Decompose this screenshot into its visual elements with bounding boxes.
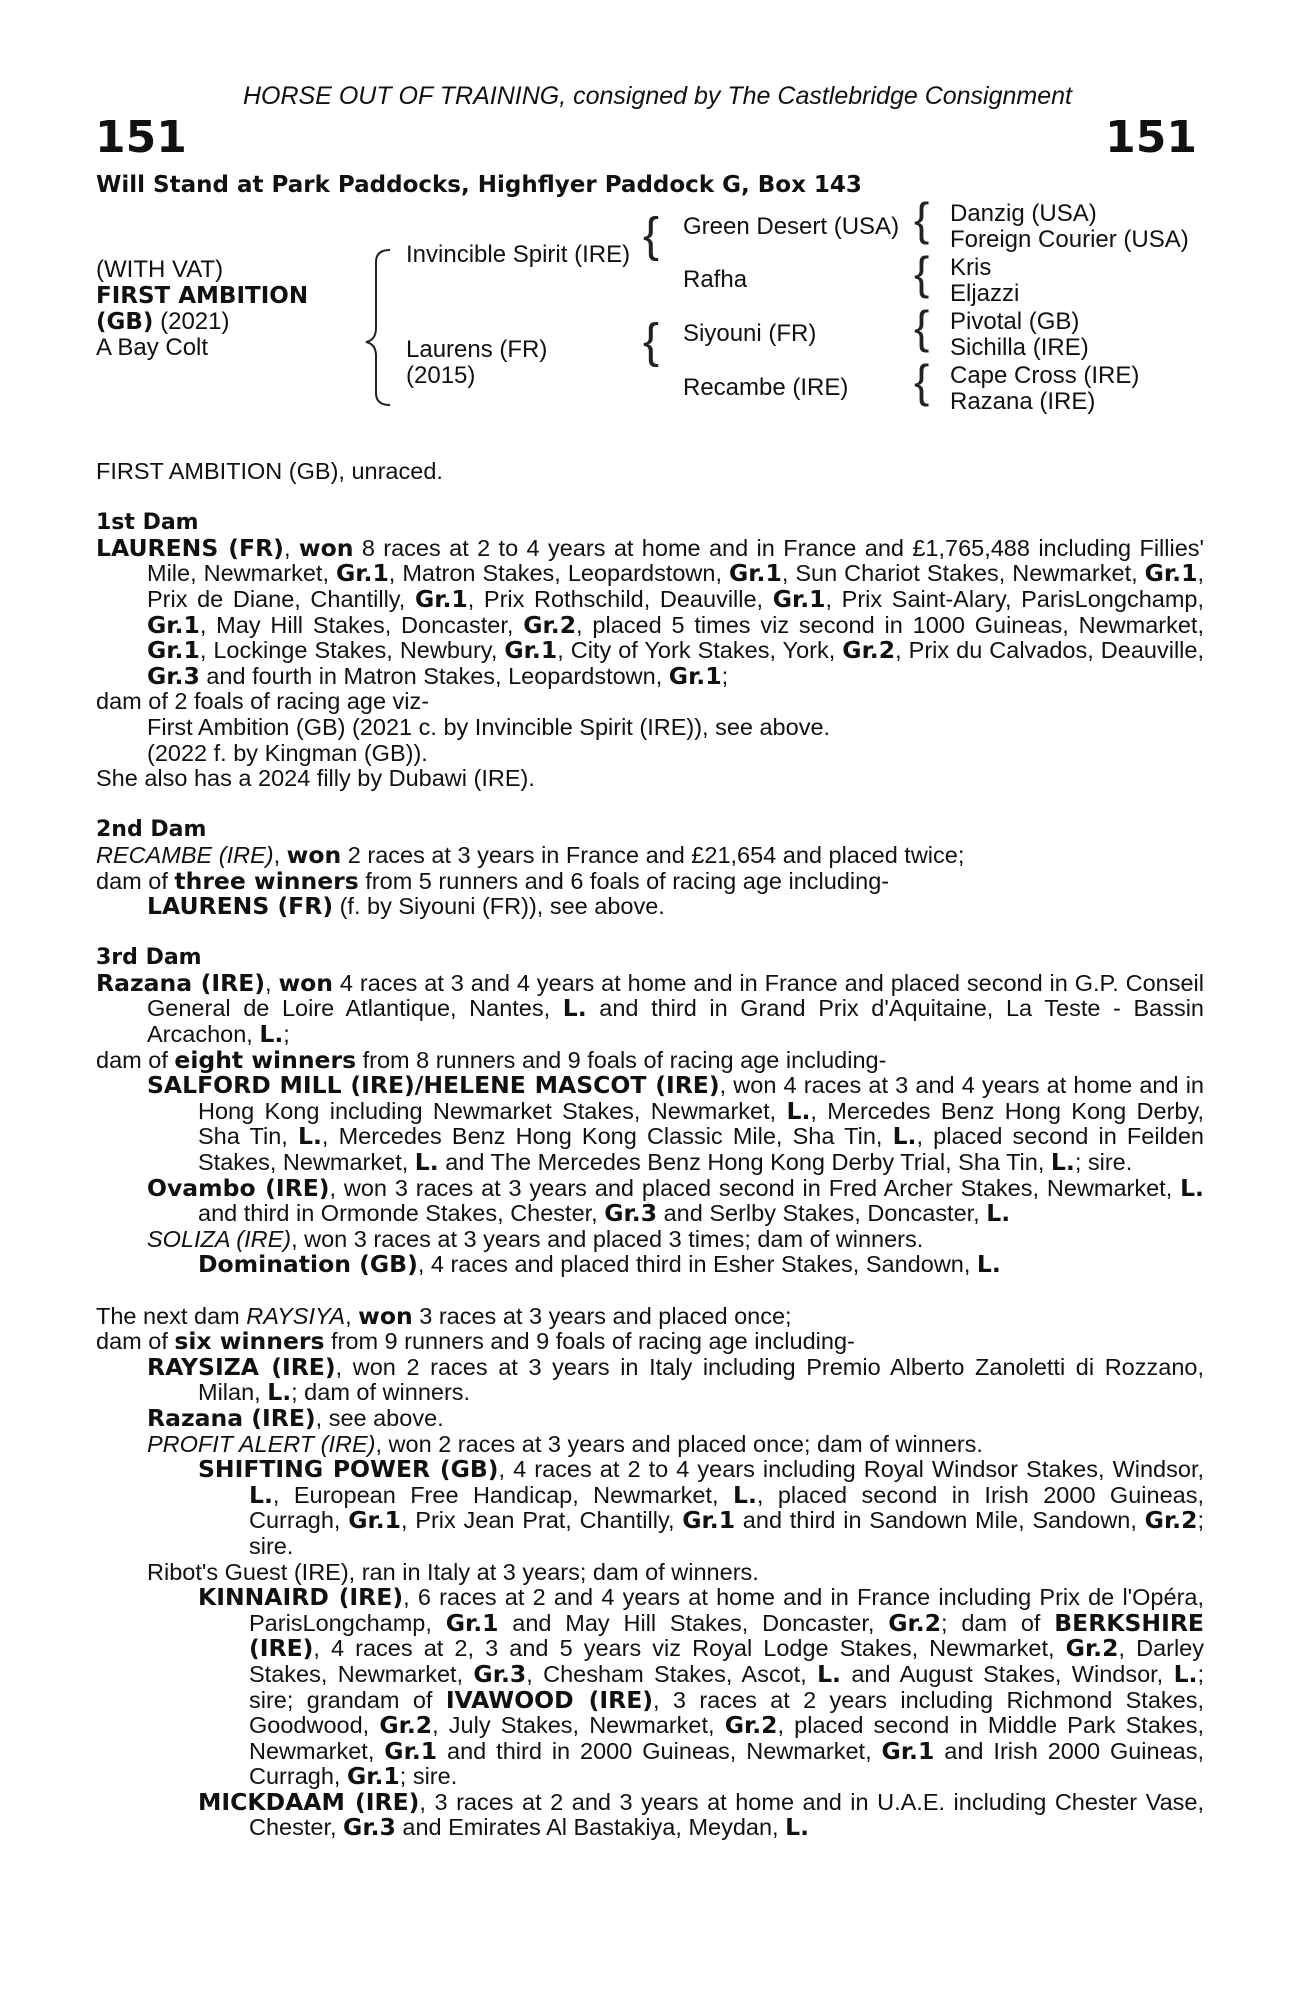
lot-number-right: 151 [1105,112,1197,163]
foal-line: First Ambition (GB) (2021 c. by Invincible Spirit (IRE)), see above. [147,713,831,740]
brace-ggs-1: { [914,193,930,245]
produce-line: Domination (GB), 4 races and placed third in Esher Stakes, Sandown, L. [198,1250,1001,1279]
produce-line: Ovambo (IRE), won 3 races at 3 years and placed second in Fred Archer Stakes, Newmarket, L. and third in Ormonde Stakes, Chester, Gr.3 and Serlby Stakes, Doncaster, L. [147,1173,1204,1228]
horse-name: LAURENS (FR) [96,533,284,562]
produce-line: RAYSIZA (IRE), won 2 races at 3 years in Italy including Premio Alberto Zanoletti di Rozzano, Milan, L.; dam of winners. [147,1352,1204,1407]
produce-line: LAURENS (FR) (f. by Siyouni (FR)), see above. [147,892,665,921]
pedigree-dam-year: (2015) [406,362,476,389]
foals-intro: dam of 2 foals of racing age viz- [96,688,430,715]
sale-title: HORSE OUT OF TRAINING, consigned by The Castlebridge Consignment [242,82,1073,110]
horse-year: (2021) [160,308,230,335]
pedigree-ggs-6: Sichilla (IRE) [950,334,1089,361]
brace-ggs-4: { [914,355,930,407]
pedigree-ggs-1: Danzig (USA) [950,200,1097,227]
produce-line: SALFORD MILL (IRE)/HELENE MASCOT (IRE), won 4 races at 3 and 4 years at home and in Hong Kong including Newmarket Stakes, Newmarket, L., Mercedes Benz Hong Kong Derby, Sha Tin, L., Mercedes Benz Hong Kong Classic Mile, Sha Tin, L., placed second in Feilden Stakes, Newmarket, L. and The Mercedes Benz Hong Kong Derby Trial, Sha Tin, L.; sire. [147,1071,1204,1177]
foal-line: (2022 f. by Kingman (GB)). [147,739,428,766]
next-dam-produce: dam of six winners from 9 runners and 9 foals of racing age including- [96,1327,855,1356]
pedigree-ggs-8: Razana (IRE) [950,388,1096,415]
unraced-line: FIRST AMBITION (GB), unraced. [96,458,443,484]
second-dam-produce: dam of three winners from 5 runners and 6 foals of racing age including- [96,866,890,895]
produce-line: Razana (IRE), see above. [147,1403,444,1432]
produce-line: MICKDAAM (IRE), 3 races at 2 and 3 years at home and in U.A.E. including Chester Vase, Chester, Gr.3 and Emirates Al Bastakiya, Meydan, L. [198,1787,1204,1842]
stable-location: Will Stand at Park Paddocks, Highflyer Paddock G, Box 143 [96,172,862,198]
pedigree-ggs-2: Foreign Courier (USA) [950,226,1189,253]
pedigree-dam-sire: Siyouni (FR) [683,320,817,347]
produce-line: SOLIZA (IRE), won 3 races at 3 years and placed 3 times; dam of winners. [147,1225,924,1252]
first-dam-heading: 1st Dam [96,510,199,536]
next-dam-record: The next dam RAYSIYA, won 3 races at 3 years and placed once; [96,1301,792,1330]
pedigree-sire-dam: Rafha [683,266,748,293]
third-dam-produce: dam of eight winners from 8 runners and 9 foals of racing age including- [96,1045,887,1074]
produce-line: SHIFTING POWER (GB), 4 races at 2 to 4 years including Royal Windsor Stakes, Windsor, L., European Free Handicap, Newmarket, L., placed second in Irish 2000 Guineas, Curragh, Gr.1, Prix Jean Prat, Chantilly, Gr.1 and third in Sandown Mile, Sandown, Gr.2; sire. [198,1455,1205,1559]
brace-dam: { [643,315,660,368]
horse-name: FIRST AMBITION [96,283,309,309]
second-dam-record: RECAMBE (IRE), won 2 races at 3 years in France and £21,654 and placed twice; [96,840,965,869]
catalogue-body [96,459,1204,1841]
pedigree-dam-dam: Recambe (IRE) [683,374,849,401]
third-dam-heading: 3rd Dam [96,945,202,971]
pedigree-sire: Invincible Spirit (IRE) [406,241,631,268]
lot-number-left: 151 [95,112,187,163]
second-dam-heading: 2nd Dam [96,817,207,843]
also-has-line: She also has a 2024 filly by Dubawi (IRE). [96,765,535,792]
pedigree-ggs-3: Kris [950,254,992,281]
produce-line: Ribot's Guest (IRE), ran in Italy at 3 years; dam of winners. [147,1558,759,1585]
third-dam-record: Razana (IRE), won 4 races at 3 and 4 years at home and in France and placed second in G.P. Conseil General de Loire Atlantique, Nantes, L. and third in Grand Prix d'Aquitaine, La Teste - Bassin Arcachon, L.; [96,968,1204,1049]
produce-line: PROFIT ALERT (IRE), won 2 races at 3 years and placed once; dam of winners. [147,1430,983,1457]
pedigree-sire-sire: Green Desert (USA) [683,213,900,240]
vat-note: (WITH VAT) [96,256,224,283]
brace-sire: { [643,209,660,262]
produce-line: KINNAIRD (IRE), 6 races at 2 and 4 years at home and in France including Prix de l'Opéra, ParisLongchamp, Gr.1 and May Hill Stakes, Doncaster, Gr.2; dam of BERKSHIRE (IRE), 4 races at 2, 3 and 5 years viz Royal Lodge Stakes, Newmarket, Gr.2, Darley Stakes, Newmarket, Gr.3, Chesham Stakes, Ascot, L. and August Stakes, Windsor, L.; sire; grandam of IVAWOOD (IRE), 3 races at 2 years including Richmond Stakes, Goodwood, Gr.2, July Stakes, Newmarket, Gr.2, placed second in Middle Park Stakes, Newmarket, Gr.1 and third in 2000 Guineas, Newmarket, Gr.1 and Irish 2000 Guineas, Curragh, Gr.1; sire. [198,1583,1204,1791]
pedigree-ggs-5: Pivotal (GB) [950,308,1080,335]
pedigree-ggs-4: Eljazzi [950,280,1020,307]
brace-ggs-3: { [914,301,930,353]
pedigree-dam: Laurens (FR) [406,336,548,363]
pedigree-ggs-7: Cape Cross (IRE) [950,362,1140,389]
brace-ggs-2: { [914,247,930,299]
horse-country: (GB) [96,309,154,335]
first-dam-record: LAURENS (FR), won 8 races at 2 to 4 years at home and in France and £1,765,488 including Fillies' Mile, Newmarket, Gr.1, Matron Stakes, Leopardstown, Gr.1, Sun Chariot Stakes, Newmarket, Gr.1, Prix de Diane, Chantilly, Gr.1, Prix Rothschild, Deauville, Gr.1, Prix Saint-Alary, ParisLongchamp, Gr.1, May Hill Stakes, Doncaster, Gr.2, placed 5 times viz second in 1000 Guineas, Newmarket, Gr.1, Lockinge Stakes, Newbury, Gr.1, City of York Stakes, York, Gr.2, Prix du Calvados, Deauville, Gr.3 and fourth in Matron Stakes, Leopardstown, Gr.1; [96,533,1205,690]
horse-description: A Bay Colt [96,334,209,361]
